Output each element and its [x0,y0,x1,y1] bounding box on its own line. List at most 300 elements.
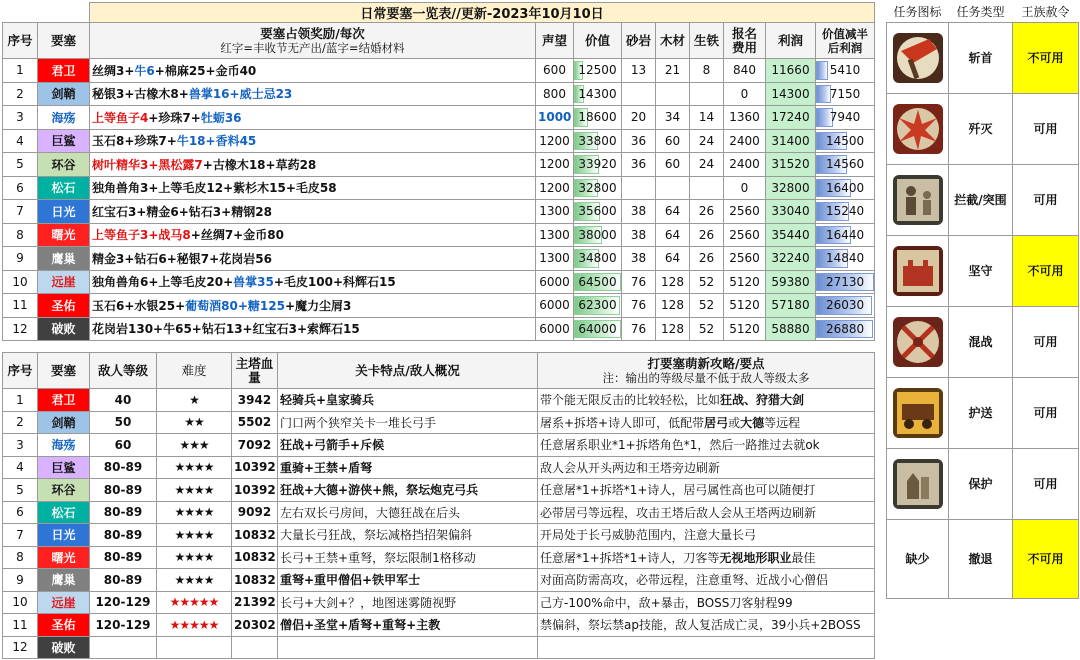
value-bar-cell [574,294,622,318]
strategy-cell [538,591,875,614]
value-bar-cell [574,59,622,83]
missing-icon-label: 缺少 [905,552,930,566]
value-number: 33920 [578,157,617,172]
fort-name: 巨鲨 [38,129,90,153]
reward-segment: 红宝石3+精金6+钻石3+精钢28 [92,204,272,219]
difficulty-stars: ★★★★ [157,501,232,524]
iron-cell: 24 [690,153,724,177]
fort-name: 剑鞘 [38,411,90,434]
reward-cell [90,59,536,83]
fee-cell: 1360 [724,106,766,130]
value-number: 64000 [578,321,617,336]
enemy-level: 80-89 [90,546,157,569]
header-strategy-note: 注：输出的等级尽量不低于敌人等级太多 [602,370,810,385]
reward-segment: 上等鱼子3+战马8 [92,228,191,243]
prestige: 600 [536,59,574,83]
features-cell: 重弩+重甲僧侣+铁甲军士 [278,569,538,592]
table-row [3,591,875,614]
reward-segment: 兽掌35 [233,275,274,290]
header-strategy [538,353,875,389]
profit-cell: 59380 [766,270,816,294]
fort-name: 鹰巢 [38,247,90,271]
half-profit-bar-cell [816,270,875,294]
mission-type-table [886,2,1079,599]
mission-icon-cell [887,377,949,448]
strategy-cell [538,546,875,569]
reward-segment: 玉石6+水银25+ [92,298,186,313]
row-number: 4 [3,129,38,153]
fortress-reward-rows [3,59,875,341]
stone-cell: 38 [622,200,656,224]
reward-segment: 花岗岩130+牛65+钻石13+红宝石3+索辉石15 [92,322,360,337]
header-stone: 砂岩 [622,23,656,59]
header-features: 关卡特点/敌人概况 [278,353,538,389]
value-bar-cell [574,223,622,247]
prestige: 6000 [536,270,574,294]
strategy-segment: 禁偏斜，祭坛禁ap技能，敌人复活成亡灵，39小兵+2BOSS [540,618,861,633]
half-profit-bar-cell [816,176,875,200]
fort-name: 圣佑 [38,614,90,637]
fort-name: 曙光 [38,223,90,247]
mission-type: 斩首 [949,22,1013,93]
reward-segment: +毛皮100+科辉石15 [273,275,396,290]
reward-cell [90,200,536,224]
fee-cell: 2560 [724,200,766,224]
fee-cell: 5120 [724,270,766,294]
half-profit-number: 7150 [829,86,861,101]
enemy-level: 80-89 [90,524,157,547]
strategy-segment: 狂战、狩猎大剑 [720,393,805,408]
strategy-cell [538,614,875,637]
iron-cell: 26 [690,223,724,247]
value-number: 38000 [578,227,617,242]
table-row [3,317,875,341]
table-row [887,519,1079,598]
table-row [887,377,1079,448]
half-profit-number: 26030 [825,298,865,313]
header-mission-icon: 任务图标 [893,5,942,20]
header-royal-pardon: 王族赦令 [1021,5,1070,20]
features-cell: 长弓+王禁+重弩，祭坛限制1格移动 [278,546,538,569]
burst-icon [889,104,946,154]
wood-cell: 64 [656,247,690,271]
reward-segment: 兽掌16+威士忌23 [188,87,293,102]
table-row [3,569,875,592]
mission-icon-cell [887,22,949,93]
table-row [3,636,875,659]
row-number: 10 [3,591,38,614]
wood-cell: 60 [656,153,690,177]
half-profit-bar-cell [816,129,875,153]
header-fort: 要塞 [38,23,90,59]
reward-segment: 牛6 [134,63,155,78]
reward-segment: 葡萄酒80+糖125 [185,298,285,313]
header-reward-note: 红字=丰收节无产出/蓝字=结婚材料 [220,40,405,55]
strategy-segment: 对面高防需高攻，必带远程，注意重弩、近战小心僧侣 [540,573,829,588]
strategy-segment: 大德 [740,415,765,430]
table-row [3,223,875,247]
table-row [3,614,875,637]
fort-name: 剑鞘 [38,82,90,106]
stone-cell: 76 [622,317,656,341]
half-profit-number: 14840 [825,251,865,266]
reward-cell [90,153,536,177]
value-number: 62300 [578,298,617,313]
difficulty-stars: ★★★★★ [157,614,232,637]
table-row [887,235,1079,306]
fort-name: 圣佑 [38,294,90,318]
fort-name: 君卫 [38,59,90,83]
features-cell: 狂战+大德+游侠+熊，祭坛炮克弓兵 [278,479,538,502]
stone-cell: 36 [622,153,656,177]
header-fort: 要塞 [38,353,90,389]
tower-hp: 10832 [232,524,278,547]
profit-cell: 57180 [766,294,816,318]
strategy-cell [538,411,875,434]
tower-hp: 20302 [232,614,278,637]
prestige: 1300 [536,223,574,247]
reward-cell [90,176,536,200]
row-number: 3 [3,434,38,457]
fort-name: 破败 [38,317,90,341]
enemy-level: 50 [90,411,157,434]
strategy-cell [538,636,875,659]
wood-cell: 60 [656,129,690,153]
half-profit-number: 14560 [825,157,865,172]
table-row [3,456,875,479]
header-profit: 利润 [766,23,816,59]
reward-segment: +丝绸7+金币80 [190,228,284,243]
header-fee: 报名费用 [724,23,766,59]
value-bar-cell [574,200,622,224]
swords-icon [889,317,946,367]
value-bar-cell [574,176,622,200]
stone-cell: 76 [622,294,656,318]
header-difficulty: 难度 [157,353,232,389]
row-number: 10 [3,270,38,294]
enemy-level: 80-89 [90,569,157,592]
mission-type-rows [887,22,1079,598]
features-cell: 重骑+王禁+盾弩 [278,456,538,479]
royal-pardon-status: 不可用 [1013,519,1079,598]
header-no: 序号 [3,23,38,59]
strategy-cell [538,456,875,479]
row-number: 12 [3,636,38,659]
wagon-icon [889,388,946,438]
half-profit-bar-cell [816,106,875,130]
fort-name: 破败 [38,636,90,659]
profit-cell: 11660 [766,59,816,83]
value-bar-cell [574,129,622,153]
row-number: 5 [3,479,38,502]
iron-cell [690,176,724,200]
profit-cell: 17240 [766,106,816,130]
stone-cell [622,176,656,200]
reward-segment: 玉石8+珍珠7+ [92,134,177,149]
table-row [3,479,875,502]
half-profit-number: 5410 [829,63,861,78]
strategy-segment: 任意屠系职业*1+拆塔角色*1，然后一路推过去就ok [540,438,820,453]
reward-cell [90,129,536,153]
wood-cell: 128 [656,294,690,318]
stone-cell: 36 [622,129,656,153]
table-row [887,306,1079,377]
prestige: 1200 [536,153,574,177]
value-bar-cell [574,106,622,130]
fee-cell: 5120 [724,317,766,341]
guard-icon [889,459,946,509]
value-bar-cell [574,270,622,294]
table-row [887,164,1079,235]
iron-cell: 26 [690,200,724,224]
strategy-segment: 开局处于长弓威胁范围内，注意大量长弓 [540,528,757,543]
strategy-segment: 居弓 [704,415,729,430]
fort-name: 海殇 [38,106,90,130]
value-number: 33800 [578,133,617,148]
half-profit-number: 27130 [825,274,865,289]
reward-segment: +棉麻25+金币40 [154,63,257,78]
table-row [3,82,875,106]
row-number: 9 [3,247,38,271]
row-number: 2 [3,82,38,106]
table-row [3,524,875,547]
half-profit-number: 14500 [825,133,865,148]
axe-icon [889,33,946,83]
reward-segment: 秘银3+古橡木8+ [92,87,189,102]
value-number: 12500 [578,63,617,78]
enemy-level: 80-89 [90,456,157,479]
prestige: 1000 [536,106,574,130]
reward-segment: 树叶精华3+黑松露7 [92,157,203,172]
stone-cell: 20 [622,106,656,130]
tower-hp: 5502 [232,411,278,434]
fee-cell: 2560 [724,247,766,271]
difficulty-stars: ★★ [157,411,232,434]
row-number: 1 [3,59,38,83]
royal-pardon-status: 可用 [1013,164,1079,235]
fort-name: 松石 [38,176,90,200]
prestige: 6000 [536,317,574,341]
prestige: 1200 [536,176,574,200]
fort-name: 远崖 [38,591,90,614]
features-cell [278,636,538,659]
prestige: 1300 [536,200,574,224]
fort-name: 环谷 [38,153,90,177]
table-row [3,389,875,412]
row-number: 8 [3,546,38,569]
reward-cell [90,82,536,106]
reward-cell [90,294,536,318]
table-row [887,22,1079,93]
table-row [3,434,875,457]
fee-cell: 840 [724,59,766,83]
strategy-cell [538,389,875,412]
iron-cell: 52 [690,270,724,294]
value-number: 64500 [578,274,617,289]
half-profit-bar-cell [816,59,875,83]
value-number: 35600 [578,204,617,219]
enemy-level: 120-129 [90,591,157,614]
table-row [3,59,875,83]
fort-name: 曙光 [38,546,90,569]
half-profit-bar-cell [816,223,875,247]
reward-segment: +珍珠7+ [148,110,201,125]
profit-cell: 35440 [766,223,816,247]
reward-segment: 牡蛎36 [200,110,242,125]
reward-cell [90,247,536,271]
wood-cell: 128 [656,317,690,341]
half-profit-number: 7940 [829,110,861,125]
strategy-segment: 任意屠*1+拆塔*1+诗人，居弓属性高也可以随便打 [540,483,816,498]
prestige: 800 [536,82,574,106]
fee-cell: 0 [724,82,766,106]
strategy-segment: 无视地形职业 [719,550,792,565]
fee-cell: 5120 [724,294,766,318]
enemy-level: 80-89 [90,501,157,524]
strategy-segment: 等远程 [764,415,801,430]
enemy-level: 120-129 [90,614,157,637]
row-number: 2 [3,411,38,434]
header-half-profit: 价值减半后利润 [816,23,875,59]
wood-cell: 64 [656,200,690,224]
row-number: 4 [3,456,38,479]
fort-name: 君卫 [38,389,90,412]
table-row [3,501,875,524]
value-bar-cell [574,153,622,177]
profit-cell: 32240 [766,247,816,271]
strategy-segment: 带个能无限反击的比较轻松，比如 [540,393,721,408]
fortress-icon [889,246,946,296]
wood-cell [656,176,690,200]
half-profit-number: 16440 [825,227,865,242]
mission-icon-cell [887,93,949,164]
tower-hp: 10392 [232,479,278,502]
difficulty-stars: ★ [157,389,232,412]
profit-cell: 33040 [766,200,816,224]
difficulty-stars: ★★★★ [157,546,232,569]
row-number: 1 [3,389,38,412]
figures-icon [889,175,946,225]
header-no: 序号 [3,353,38,389]
difficulty-stars [157,636,232,659]
features-cell: 长弓+大剑+？，地图迷雾随视野 [278,591,538,614]
fortress-reward-table [2,2,875,341]
profit-cell: 31400 [766,129,816,153]
strategy-cell [538,501,875,524]
value-number: 14300 [578,86,617,101]
difficulty-stars: ★★★★ [157,569,232,592]
fee-cell: 2560 [724,223,766,247]
table-row [3,270,875,294]
half-profit-bar-cell [816,153,875,177]
features-cell: 僧侣+圣堂+盾弩+重弩+主教 [278,614,538,637]
enemy-level: 40 [90,389,157,412]
reward-segment: 丝绸3+ [92,63,135,78]
tower-hp: 10392 [232,456,278,479]
profit-cell: 32800 [766,176,816,200]
row-number: 6 [3,176,38,200]
half-profit-bar-cell [816,317,875,341]
enemy-level [90,636,157,659]
row-number: 12 [3,317,38,341]
wood-cell: 64 [656,223,690,247]
strategy-segment: 或 [728,415,741,430]
iron-cell: 26 [690,247,724,271]
fort-name: 环谷 [38,479,90,502]
header-reward [90,23,536,59]
mission-type: 混战 [949,306,1013,377]
iron-cell [690,82,724,106]
tower-hp: 7092 [232,434,278,457]
half-profit-bar-cell [816,200,875,224]
prestige: 6000 [536,294,574,318]
fort-name: 巨鲨 [38,456,90,479]
difficulty-stars: ★★★★ [157,456,232,479]
sheet-title: 日常要塞一览表//更新-2023年10月10日 [90,3,875,23]
half-profit-bar-cell [816,294,875,318]
table-row [3,153,875,177]
fortress-strategy-table [2,352,875,659]
row-number: 3 [3,106,38,130]
reward-segment: 精金3+钻石6+秘银7+花岗岩56 [92,251,272,266]
mission-icon-cell [887,306,949,377]
fort-name: 松石 [38,501,90,524]
strategy-segment: 己方-100%命中，敌+暴击，BOSS刀客射程99 [540,595,793,610]
difficulty-stars: ★★★★★ [157,591,232,614]
reward-cell [90,106,536,130]
row-number: 9 [3,569,38,592]
mission-type: 歼灭 [949,93,1013,164]
difficulty-stars: ★★★ [157,434,232,457]
half-profit-number: 26880 [825,321,865,336]
half-profit-number: 16400 [825,180,865,195]
table-row [3,247,875,271]
difficulty-stars: ★★★★ [157,524,232,547]
table-row [3,411,875,434]
row-number: 7 [3,200,38,224]
header-mission-type: 任务类型 [956,5,1005,20]
half-profit-bar-fill [816,85,831,104]
stone-cell: 13 [622,59,656,83]
strategy-segment: 屠系+拆塔+诗人即可，低配带 [540,415,705,430]
stone-cell: 76 [622,270,656,294]
strategy-segment: 最佳 [791,550,816,565]
features-cell: 门口两个狭窄关卡一堆长弓手 [278,411,538,434]
value-number: 32800 [578,180,617,195]
royal-pardon-status: 不可用 [1013,22,1079,93]
row-number: 8 [3,223,38,247]
table-row [887,93,1079,164]
features-cell: 狂战+弓箭手+斥候 [278,434,538,457]
header-reward-title: 要塞占领奖励/每次 [260,25,365,41]
half-profit-number: 15240 [825,204,865,219]
royal-pardon-status: 可用 [1013,93,1079,164]
profit-cell: 58880 [766,317,816,341]
mission-icon-cell [887,448,949,519]
stone-cell: 38 [622,223,656,247]
iron-cell: 8 [690,59,724,83]
wood-cell: 21 [656,59,690,83]
header-tower-hp: 主塔血量 [232,353,278,389]
reward-segment: 上等鱼子4 [92,110,149,125]
row-number: 11 [3,294,38,318]
mission-icon-cell [887,164,949,235]
mission-icon-cell [887,235,949,306]
difficulty-stars: ★★★★ [157,479,232,502]
prestige: 1200 [536,129,574,153]
iron-cell: 24 [690,129,724,153]
enemy-level: 80-89 [90,479,157,502]
